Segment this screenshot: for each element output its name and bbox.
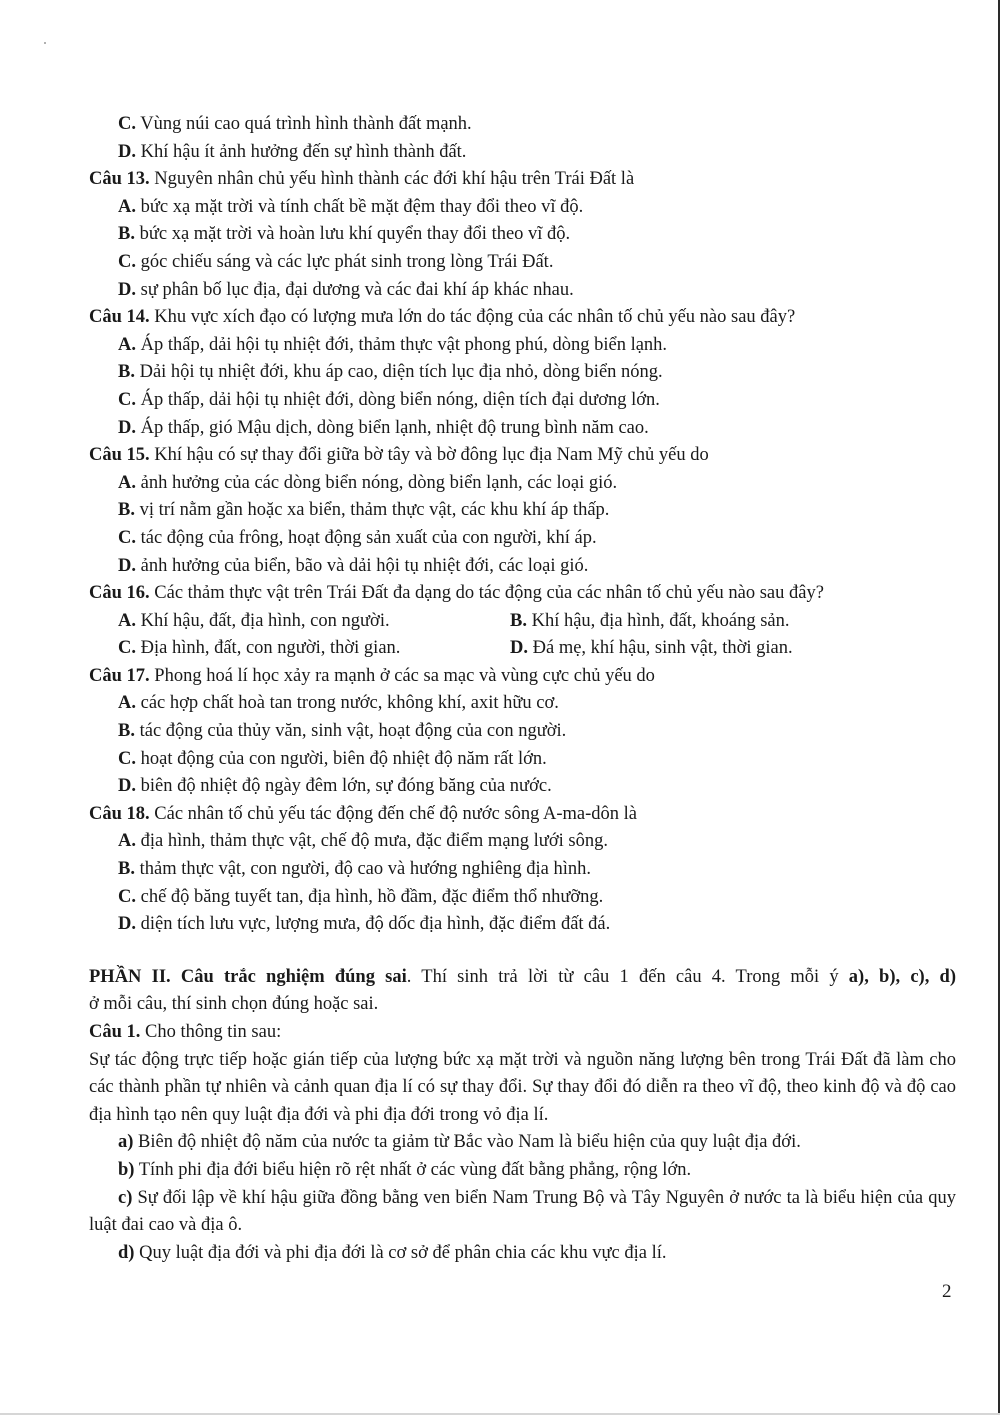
q18-option-d: D. diện tích lưu vực, lượng mưa, độ dốc địa hình, đặc điểm đất đá. xyxy=(118,914,611,935)
part2-q1-statement-d: d) Quy luật địa đới và phi địa đới là cơ sở để phân chia các khu vực địa lí. xyxy=(118,1242,667,1263)
scan-speck xyxy=(44,42,46,44)
q14-option-c: C. Áp thấp, dải hội tụ nhiệt đới, dòng biển nóng, diện tích đại dương lớn. xyxy=(118,389,660,410)
q12-option-c: C. Vùng núi cao quá trình hình thành đất mạnh. xyxy=(118,114,472,134)
q15-option-c: C. tác động của frông, hoạt động sản xuất của con người, khí áp. xyxy=(118,527,597,548)
part2-q1-statement-a: a) Biên độ nhiệt độ năm của nước ta giảm từ Bắc vào Nam là biểu hiện của quy luật địa đới. xyxy=(118,1132,801,1153)
section-gap xyxy=(0,939,1000,964)
q18-option-b: B. thảm thực vật, con người, độ cao và hướng nghiêng địa hình. xyxy=(118,859,592,880)
q15-option-a: A. ảnh hưởng của các dòng biển nóng, dòng biển lạnh, các loại gió. xyxy=(118,472,618,493)
q13-option-a: A. bức xạ mặt trời và tính chất bề mặt đệm thay đổi theo vĩ độ. xyxy=(118,196,584,217)
q13-option-b: B. bức xạ mặt trời và hoàn lưu khí quyển thay đổi theo vĩ độ. xyxy=(118,224,571,245)
q17-option-b: B. tác động của thủy văn, sinh vật, hoạt động của con người. xyxy=(118,721,567,742)
q13-stem: Câu 13. Nguyên nhân chủ yếu hình thành các đới khí hậu trên Trái Đất là xyxy=(89,169,635,190)
q16-option-c: C. Địa hình, đất, con người, thời gian. xyxy=(118,638,401,659)
q14-option-d: D. Áp thấp, gió Mậu dịch, dòng biển lạnh, nhiệt độ trung bình năm cao. xyxy=(118,417,649,438)
part2-q1-stem: Câu 1. Cho thông tin sau: xyxy=(89,1022,282,1042)
q16-options-row-2 xyxy=(0,635,1000,663)
q17-option-a: A. các hợp chất hoà tan trong nước, không khí, axit hữu cơ. xyxy=(118,693,559,714)
q17-option-d: D. biên độ nhiệt độ ngày đêm lớn, sự đóng băng của nước. xyxy=(118,776,552,797)
q12-option-d: D. Khí hậu ít ảnh hưởng đến sự hình thành đất. xyxy=(118,141,467,162)
part2-q1-statement-c: c) Sự đối lập về khí hậu giữa đồng bằng ven biển Nam Trung Bộ và Tây Nguyên ở nước ta là biểu hiện của quy luật đai cao và địa ô. xyxy=(89,1187,956,1236)
part2-q1-statement-b: b) Tính phi địa đới biểu hiện rõ rệt nhất ở các vùng đất bằng phẳng, rộng lớn. xyxy=(118,1159,692,1180)
q16-option-a: A. Khí hậu, đất, địa hình, con người. xyxy=(118,610,390,631)
exam-page xyxy=(0,111,1000,1267)
q15-option-d: D. ảnh hưởng của biển, bão và dải hội tụ nhiệt đới, các loại gió. xyxy=(118,555,589,576)
q14-stem: Câu 14. Khu vực xích đạo có lượng mưa lớn do tác động của các nhân tố chủ yếu nào sau đây? xyxy=(89,307,796,328)
part2-instruction: ở mỗi câu, thí sinh chọn đúng hoặc sai. xyxy=(89,994,379,1015)
q17-option-c: C. hoạt động của con người, biên độ nhiệt độ năm rất lớn. xyxy=(118,748,547,769)
part2-q1-passage: Sự tác động trực tiếp hoặc gián tiếp của lượng bức xạ mặt trời và nguồn năng lượng bên trong Trái Đất đã làm cho các thành phần tự nhiên và cảnh quan địa lí có sự thay đổi. Sự thay đổi đó diễn ra theo vĩ độ, theo kinh độ và độ cao địa hình tạo nên quy luật địa đới và phi địa đới trong vỏ địa lí. xyxy=(89,1049,956,1125)
q16-stem: Câu 16. Các thảm thực vật trên Trái Đất đa dạng do tác động của các nhân tố chủ yếu nào sau đây? xyxy=(89,583,824,604)
q15-option-b: B. vị trí nằm gần hoặc xa biển, thảm thực vật, các khu khí áp thấp. xyxy=(118,500,610,521)
part2-heading: PHẦN II. Câu trắc nghiệm đúng sai. Thí sinh trả lời từ câu 1 đến câu 4. Trong mỗi ý a), b), c), d) xyxy=(89,966,957,987)
q13-option-c: C. góc chiếu sáng và các lực phát sinh trong lòng Trái Đất. xyxy=(118,251,554,272)
page-number: 2 xyxy=(942,1281,952,1302)
q14-option-b: B. Dải hội tụ nhiệt đới, khu áp cao, diện tích lục địa nhỏ, dòng biển nóng. xyxy=(118,362,663,383)
q16-option-d: D. Đá mẹ, khí hậu, sinh vật, thời gian. xyxy=(510,638,793,659)
q16-option-b: B. Khí hậu, địa hình, đất, khoáng sản. xyxy=(510,610,790,631)
q15-stem: Câu 15. Khí hậu có sự thay đổi giữa bờ tây và bờ đông lục địa Nam Mỹ chủ yếu do xyxy=(89,445,709,466)
q13-option-d: D. sự phân bố lục địa, đại dương và các đai khí áp khác nhau. xyxy=(118,279,574,300)
q18-option-a: A. địa hình, thảm thực vật, chế độ mưa, đặc điểm mạng lưới sông. xyxy=(118,831,608,852)
q18-stem: Câu 18. Các nhân tố chủ yếu tác động đến chế độ nước sông A-ma-dôn là xyxy=(89,803,637,824)
q16-options-row-1 xyxy=(0,608,1000,636)
q18-option-c: C. chế độ băng tuyết tan, địa hình, hồ đầm, đặc điểm thổ nhưỡng. xyxy=(118,886,604,907)
q14-option-a: A. Áp thấp, dải hội tụ nhiệt đới, thảm thực vật phong phú, dòng biển lạnh. xyxy=(118,334,668,355)
q17-stem: Câu 17. Phong hoá lí học xảy ra mạnh ở các sa mạc và vùng cực chủ yếu do xyxy=(89,665,655,686)
